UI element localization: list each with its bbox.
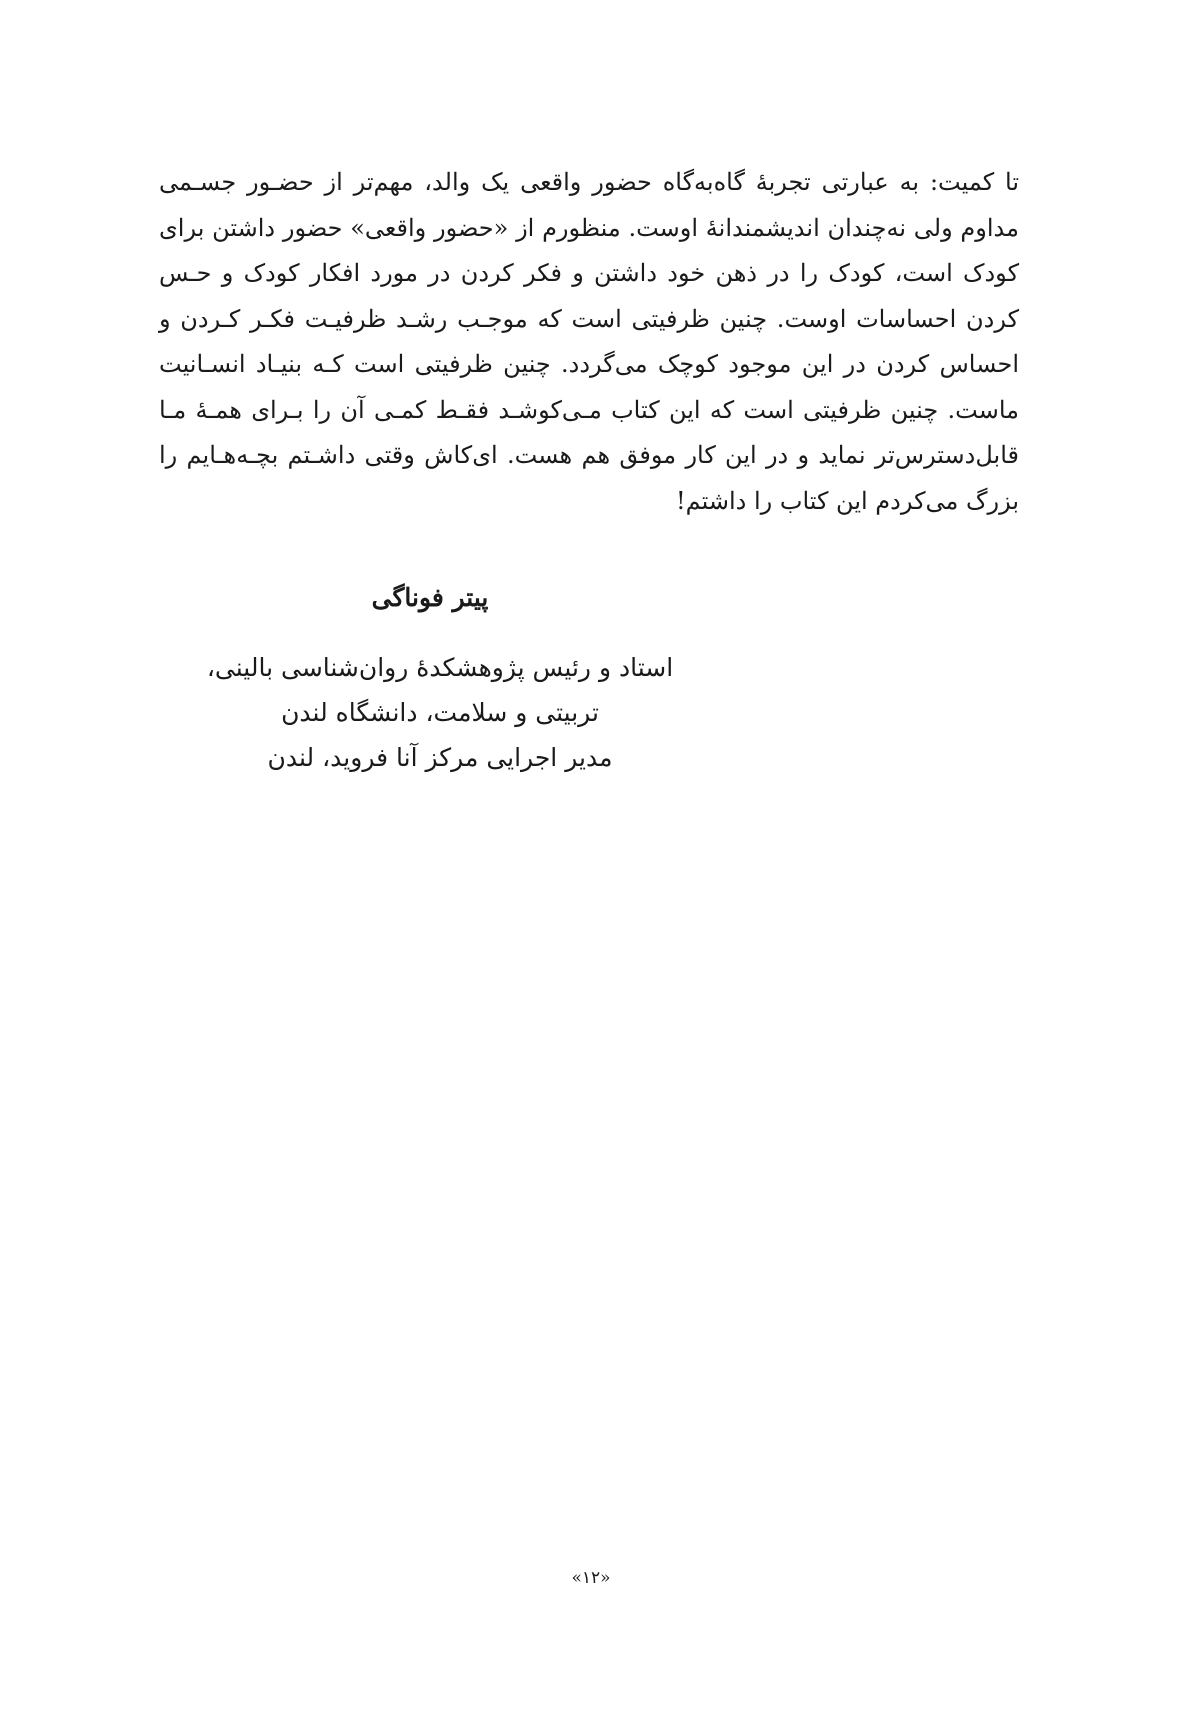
paragraph-line: احساس کردن در این موجود کوچک می‌گردد. چنین ظرفیتی است کـه بنیـاد انسـانیت <box>159 350 1019 378</box>
affiliation-line: تربیتی و سلامت، دانشگاه لندن <box>281 698 599 727</box>
page-number: «۱۲» <box>571 1568 611 1588</box>
paragraph-line: بزرگ می‌کردم این کتاب را داشتم! <box>676 486 1019 515</box>
paragraph-line: کودک است، کودک را در ذهن خود داشتن و فکر کردن در مورد افکار کودک و حـس <box>159 259 1019 287</box>
paragraph-line: قابل‌دسترس‌تر نماید و در این کار موفق هم هست. ای‌کاش وقتی داشـتم بچـه‌هـایم را <box>159 441 1019 469</box>
body-paragraph <box>159 160 1019 524</box>
affiliation-line: استاد و رئیس پژوهشکدهٔ روان‌شناسی بالینی، <box>206 653 674 682</box>
paragraph-line: تا کمیت: به عبارتی تجربهٔ گاه‌به‌گاه حضور واقعی یک والد، مهم‌تر از حضـور جسـمی <box>159 168 1019 196</box>
signature-affiliation <box>200 645 680 780</box>
paragraph-line: کردن احساسات اوست. چنین ظرفیتی است که موجـب رشـد ظرفیـت فکـر کـردن و <box>159 304 1019 333</box>
paragraph-line: مداوم ولی نه‌چندان اندیشمندانهٔ اوست. منظورم از «حضور واقعی» حضور داشتن برای <box>159 213 1019 242</box>
paragraph-line: ماست. چنین ظرفیتی است که این کتاب مـی‌کوشـد فقـط کمـی آن را بـرای همـهٔ مـا <box>159 395 1019 424</box>
affiliation-line: مدیر اجرایی مرکز آنا فروید، لندن <box>267 743 613 772</box>
signature-name: پیتر فوناگی <box>371 583 489 612</box>
